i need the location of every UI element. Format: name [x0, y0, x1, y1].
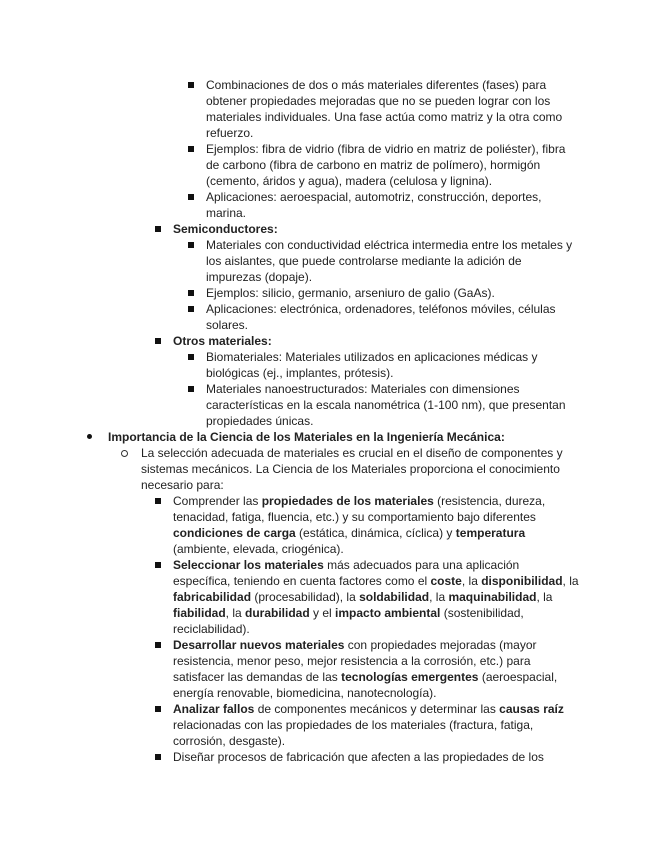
text-span: Ejemplos: silicio, germanio, arseniuro de galio (GaAs).	[206, 286, 495, 300]
bullet-dot-icon	[87, 434, 92, 439]
bullet-square-icon	[155, 226, 161, 232]
text-line	[206, 349, 538, 365]
text-span: los aislantes, que puede controlarse mediante la adición de	[206, 254, 522, 268]
bullet-square-icon	[155, 338, 161, 344]
bold-text: coste	[430, 574, 462, 588]
bullet-square-icon	[188, 242, 194, 248]
text-span: , la	[429, 590, 449, 604]
text-line	[173, 509, 536, 525]
text-line	[173, 605, 524, 621]
text-line	[173, 669, 557, 685]
bold-text: Otros materiales:	[173, 334, 272, 348]
text-span: de carbono (fibra de carbono en matriz de polímero), hormigón	[206, 158, 541, 172]
bold-text: Importancia de la Ciencia de los Materiales en la Ingeniería Mecánica:	[108, 430, 505, 444]
bullet-square-icon	[155, 498, 161, 504]
bold-text: Analizar fallos	[173, 702, 255, 716]
text-line	[141, 461, 560, 477]
text-line	[206, 397, 566, 413]
text-line	[206, 253, 522, 269]
text-span: impurezas (dopaje).	[206, 270, 313, 284]
text-span: obtener propiedades mejoradas que no se pueden lograr con los	[206, 94, 551, 108]
text-span: refuerzo.	[206, 126, 254, 140]
text-line	[206, 109, 562, 125]
bold-text: Seleccionar los materiales	[173, 558, 324, 572]
text-span: materiales individuales. Una fase actúa como matriz y la otra como	[206, 110, 563, 124]
text-span: (resistencia, dureza,	[433, 494, 546, 508]
text-span: Aplicaciones: aeroespacial, automotriz, construcción, deportes,	[206, 190, 542, 204]
text-span: relacionadas con las propiedades de los materiales (fractura, fatiga,	[173, 718, 534, 732]
bold-text: causas raíz	[499, 702, 564, 716]
text-span: energía renovable, biomedicina, nanotecnología).	[173, 686, 437, 700]
text-span: Materiales nanoestructurados: Materiales con dimensiones	[206, 382, 520, 396]
text-line	[206, 189, 542, 205]
text-line	[173, 701, 564, 717]
text-span: corrosión, desgaste).	[173, 734, 286, 748]
text-line	[206, 93, 550, 109]
bold-text: Desarrollar nuevos materiales	[173, 638, 345, 652]
text-span: Materiales con conductividad eléctrica intermedia entre los metales y	[206, 238, 573, 252]
text-span: reciclabilidad).	[173, 622, 250, 636]
text-line	[173, 749, 544, 765]
bold-text: fiabilidad	[173, 606, 226, 620]
bold-text: fabricabilidad	[173, 590, 252, 604]
text-line	[173, 717, 533, 733]
text-line	[173, 733, 285, 749]
bullet-square-icon	[188, 306, 194, 312]
text-span: (sostenibilidad,	[440, 606, 524, 620]
text-line	[141, 477, 224, 493]
text-line	[206, 77, 546, 93]
text-line	[141, 445, 563, 461]
text-line	[206, 381, 520, 397]
bullet-square-icon	[188, 82, 194, 88]
text-span: con propiedades mejoradas (mayor	[344, 638, 537, 652]
bullet-square-icon	[188, 194, 194, 200]
text-span: (ambiente, elevada, criogénica).	[173, 542, 344, 556]
bullet-square-icon	[155, 562, 161, 568]
bold-text: soldabilidad	[359, 590, 430, 604]
text-line	[206, 237, 572, 253]
text-line	[206, 317, 248, 333]
text-line	[173, 221, 278, 237]
text-line	[173, 621, 250, 637]
text-line	[173, 573, 579, 589]
bullet-square-icon	[188, 354, 194, 360]
text-line	[173, 333, 272, 349]
bold-text: temperatura	[455, 526, 526, 540]
text-span: características en la escala nanométrica (1-100 nm), que presentan	[206, 398, 566, 412]
text-line	[206, 365, 393, 381]
text-span: de componentes mecánicos y determinar las	[254, 702, 500, 716]
bullet-square-icon	[188, 146, 194, 152]
bold-text: tecnologías emergentes	[341, 670, 479, 684]
text-line	[206, 173, 492, 189]
text-line	[206, 413, 313, 429]
text-span: tenacidad, fatiga, fluencia, etc.) y su comportamiento bajo diferentes	[173, 510, 536, 524]
text-span: propiedades únicas.	[206, 414, 314, 428]
text-line	[206, 125, 253, 141]
bullet-square-icon	[188, 290, 194, 296]
text-span: más adecuados para una aplicación	[323, 558, 520, 572]
text-line	[206, 301, 556, 317]
text-line	[206, 205, 246, 221]
bold-text: Semiconductores:	[173, 222, 278, 236]
text-span: y el	[309, 606, 336, 620]
bullet-square-icon	[155, 706, 161, 712]
bullet-square-icon	[155, 754, 161, 760]
text-line	[173, 525, 525, 541]
text-span: satisfacer las demandas de las	[173, 670, 342, 684]
text-line	[108, 429, 505, 445]
text-span: necesario para:	[141, 478, 224, 492]
bold-text: propiedades de los materiales	[261, 494, 434, 508]
text-line	[206, 157, 540, 173]
text-span: La selección adecuada de materiales es crucial en el diseño de componentes y	[141, 446, 563, 460]
text-line	[173, 653, 531, 669]
text-span: biológicas (ej., implantes, prótesis).	[206, 366, 394, 380]
text-span: (cemento, áridos y agua), madera (celulosa y lignina).	[206, 174, 493, 188]
text-line	[173, 541, 344, 557]
text-line	[206, 285, 495, 301]
text-span: , la	[461, 574, 482, 588]
text-line	[173, 637, 537, 653]
bold-text: disponibilidad	[481, 574, 563, 588]
text-span: específica, teniendo en cuenta factores como el	[173, 574, 431, 588]
text-line	[173, 685, 437, 701]
text-span: resistencia, menor peso, mejor resistencia a la corrosión, etc.) para	[173, 654, 531, 668]
bold-text: durabilidad	[245, 606, 310, 620]
text-span: , la	[225, 606, 246, 620]
text-span: , la	[562, 574, 579, 588]
text-span: Comprender las	[173, 494, 262, 508]
bullet-square-icon	[155, 642, 161, 648]
text-span: (aeroespacial,	[478, 670, 558, 684]
bold-text: maquinabilidad	[448, 590, 537, 604]
text-span: , la	[536, 590, 553, 604]
text-span: Aplicaciones: electrónica, ordenadores, teléfonos móviles, células	[206, 302, 556, 316]
bold-text: condiciones de carga	[173, 526, 296, 540]
text-span: (estática, dinámica, cíclica) y	[295, 526, 456, 540]
text-span: marina.	[206, 206, 247, 220]
text-span: Combinaciones de dos o más materiales diferentes (fases) para	[206, 78, 547, 92]
text-line	[173, 557, 519, 573]
text-span: Diseñar procesos de fabricación que afecten a las propiedades de los	[173, 750, 544, 764]
text-line	[206, 269, 312, 285]
text-span: (procesabilidad), la	[251, 590, 360, 604]
text-span: solares.	[206, 318, 249, 332]
text-span: sistemas mecánicos. La Ciencia de los Materiales proporciona el conocimiento	[141, 462, 560, 476]
bullet-square-icon	[188, 386, 194, 392]
bold-text: impacto ambiental	[335, 606, 441, 620]
text-span: Ejemplos: fibra de vidrio (fibra de vidrio en matriz de poliéster), fibra	[206, 142, 566, 156]
bullet-circle-icon	[121, 450, 128, 457]
text-line	[173, 589, 552, 605]
text-span: Biomateriales: Materiales utilizados en aplicaciones médicas y	[206, 350, 538, 364]
text-line	[206, 141, 565, 157]
text-line	[173, 493, 545, 509]
